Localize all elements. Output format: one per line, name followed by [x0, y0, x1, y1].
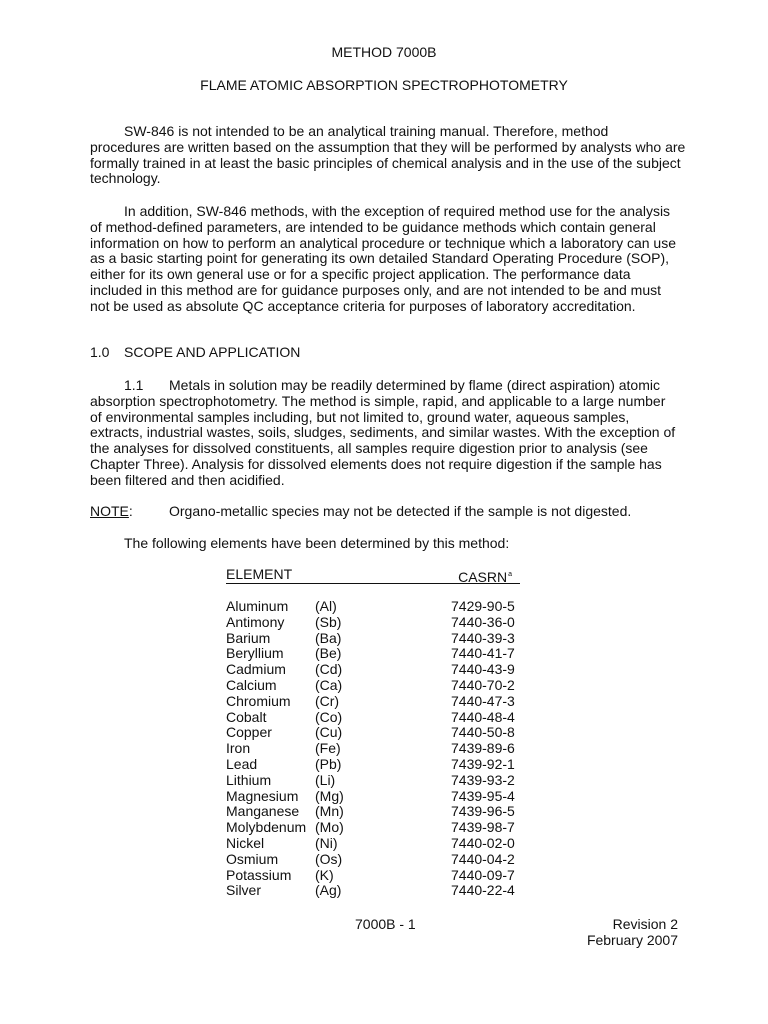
element-name: Lead: [226, 755, 258, 772]
element-symbol: (Cr): [315, 692, 340, 709]
table-row: [226, 599, 520, 615]
text-line: SW-846 is not intended to be an analytical training manual. Therefore, method: [124, 123, 609, 139]
table-row: [226, 646, 520, 662]
element-name: Barium: [226, 629, 271, 646]
table-row: [226, 773, 520, 789]
page-title: FLAME ATOMIC ABSORPTION SPECTROPHOTOMETRY: [200, 77, 568, 93]
element-casrn: 7440-04-2: [451, 850, 515, 867]
element-name: Beryllium: [226, 645, 284, 662]
element-name: Calcium: [226, 676, 277, 693]
element-symbol: (K): [315, 866, 334, 883]
text-line: included in this method are for guidance purposes only, and are not intended to be and must: [90, 281, 662, 298]
element-casrn: 7440-36-0: [451, 613, 515, 630]
section-number: 1.0: [90, 344, 110, 360]
element-casrn: 7440-70-2: [451, 676, 515, 693]
element-casrn: 7440-41-7: [451, 645, 515, 662]
table-row: [226, 789, 520, 805]
element-name: Magnesium: [226, 787, 299, 804]
elements-intro: The following elements have been determined by this method:: [124, 535, 510, 551]
element-name: Aluminum: [226, 598, 289, 614]
table-row: [226, 725, 520, 741]
footnote-marker: a: [508, 571, 512, 578]
element-symbol: (Ba): [315, 629, 342, 646]
table-row: [226, 852, 520, 868]
table-row: [226, 868, 520, 884]
text-line: not be used as absolute QC acceptance criteria for purposes of laboratory accreditation.: [90, 297, 636, 314]
element-symbol: (Sb): [315, 613, 342, 630]
element-symbol: (Li): [315, 771, 336, 788]
text-line: formally trained in at least the basic principles of chemical analysis and in the use of the subject: [90, 154, 681, 171]
element-symbol: (Ni): [315, 834, 338, 851]
element-symbol: (Os): [315, 850, 343, 867]
subsection-first-line: Metals in solution may be readily determined by flame (direct aspiration) atomic: [169, 377, 660, 393]
note-label: NOTE:: [90, 503, 133, 519]
element-casrn: 7439-95-4: [451, 787, 515, 804]
text-line: of environmental samples including, but not limited to, ground water, aqueous samples,: [90, 408, 630, 425]
element-casrn: 7440-50-8: [451, 724, 515, 741]
text-line: the analyses for dissolved constituents, all samples require digestion prior to analysis (see: [90, 440, 648, 457]
text-line: In addition, SW-846 methods, with the exception of required method use for the analysis: [124, 203, 671, 219]
element-casrn: 7440-02-0: [451, 834, 515, 851]
element-casrn: 7439-96-5: [451, 803, 515, 820]
element-symbol: (Pb): [315, 755, 342, 772]
element-name: Nickel: [226, 834, 265, 851]
elements-table: [226, 566, 520, 899]
text-line: absorption spectrophotometry. The method is simple, rapid, and applicable to a large number: [90, 392, 666, 409]
revision-date: February 2007: [586, 932, 678, 948]
element-name: Cobalt: [226, 708, 267, 725]
element-symbol: (Mo): [315, 819, 344, 836]
element-symbol: (Be): [315, 645, 342, 662]
element-casrn: 7440-48-4: [451, 708, 515, 725]
text-line: information on how to perform an analytical procedure or technique which a laboratory can use: [90, 234, 676, 251]
text-line: as a basic starting point for generating its own detailed Standard Operating Procedure (SOP),: [90, 250, 669, 267]
revision-label: Revision 2: [612, 916, 678, 932]
table-row: [226, 662, 520, 678]
table-row: [226, 820, 520, 836]
table-row: [226, 804, 520, 820]
element-name: Manganese: [226, 803, 300, 820]
element-name: Silver: [226, 882, 262, 899]
table-row: [226, 710, 520, 726]
element-symbol: (Mn): [315, 803, 344, 820]
element-name: Osmium: [226, 850, 279, 867]
table-row: [226, 631, 520, 647]
text-line: procedures are written based on the assumption that they will be performed by analysts who are: [90, 138, 686, 155]
element-symbol: (Cu): [315, 724, 343, 741]
note-text: Organo-metallic species may not be detected if the sample is not digested.: [169, 503, 632, 519]
table-row: [226, 678, 520, 694]
table-row: [226, 694, 520, 710]
intro-paragraph-2: [90, 204, 680, 315]
element-name: Iron: [226, 740, 251, 757]
section-heading: SCOPE AND APPLICATION: [124, 344, 301, 360]
element-casrn: 7439-92-1: [451, 755, 515, 772]
element-casrn: 7439-89-6: [451, 740, 515, 757]
table-row: [226, 615, 520, 631]
table-row: [226, 757, 520, 773]
text-line: Chapter Three). Analysis for dissolved elements does not require digestion if the sample has: [90, 455, 662, 472]
element-casrn: 7440-09-7: [451, 866, 515, 883]
element-name: Potassium: [226, 866, 292, 883]
element-name: Lithium: [226, 771, 272, 788]
element-symbol: (Al): [315, 598, 337, 614]
element-symbol: (Fe): [315, 740, 341, 757]
table-row: [226, 883, 520, 899]
column-header-element: ELEMENT: [226, 566, 293, 582]
intro-paragraph-1: [90, 123, 686, 187]
element-symbol: (Ca): [315, 676, 343, 693]
element-symbol: (Mg): [315, 787, 344, 804]
element-symbol: (Cd): [315, 661, 343, 678]
text-line: of method-defined parameters, are intended to be guidance methods which contain general: [90, 218, 656, 235]
table-row: [226, 741, 520, 757]
element-casrn: 7439-93-2: [451, 771, 515, 788]
element-name: Molybdenum: [226, 819, 307, 836]
element-name: Chromium: [226, 692, 291, 709]
element-name: Antimony: [226, 613, 285, 630]
page-number: 7000B - 1: [355, 916, 416, 932]
table-row: [226, 836, 520, 852]
column-header-casrn: CASRN$^a$: [458, 569, 512, 585]
element-name: Cadmium: [226, 661, 286, 678]
table-body: [226, 599, 520, 899]
element-name: Copper: [226, 724, 272, 741]
text-line: extracts, industrial wastes, soils, sludges, sediments, and similar wastes. With the exception of: [90, 424, 676, 441]
text-line: [90, 378, 680, 394]
table-header: [226, 567, 520, 584]
element-symbol: (Co): [315, 708, 343, 725]
element-casrn: 7429-90-5: [451, 598, 515, 614]
element-casrn: 7440-47-3: [451, 692, 515, 709]
text-line: either for its own general use or for a specific project application. The performance data: [90, 266, 631, 283]
element-casrn: 7439-98-7: [451, 819, 515, 836]
element-casrn: 7440-39-3: [451, 629, 515, 646]
element-casrn: 7440-43-9: [451, 661, 515, 678]
subsection-number: 1.1: [124, 377, 144, 393]
element-symbol: (Ag): [315, 882, 342, 899]
text-line: technology.: [90, 170, 161, 187]
scope-paragraph: [90, 378, 680, 489]
text-line: been filtered and then acidified.: [90, 471, 285, 488]
element-casrn: 7440-22-4: [451, 882, 515, 899]
method-number: METHOD 7000B: [331, 44, 437, 60]
